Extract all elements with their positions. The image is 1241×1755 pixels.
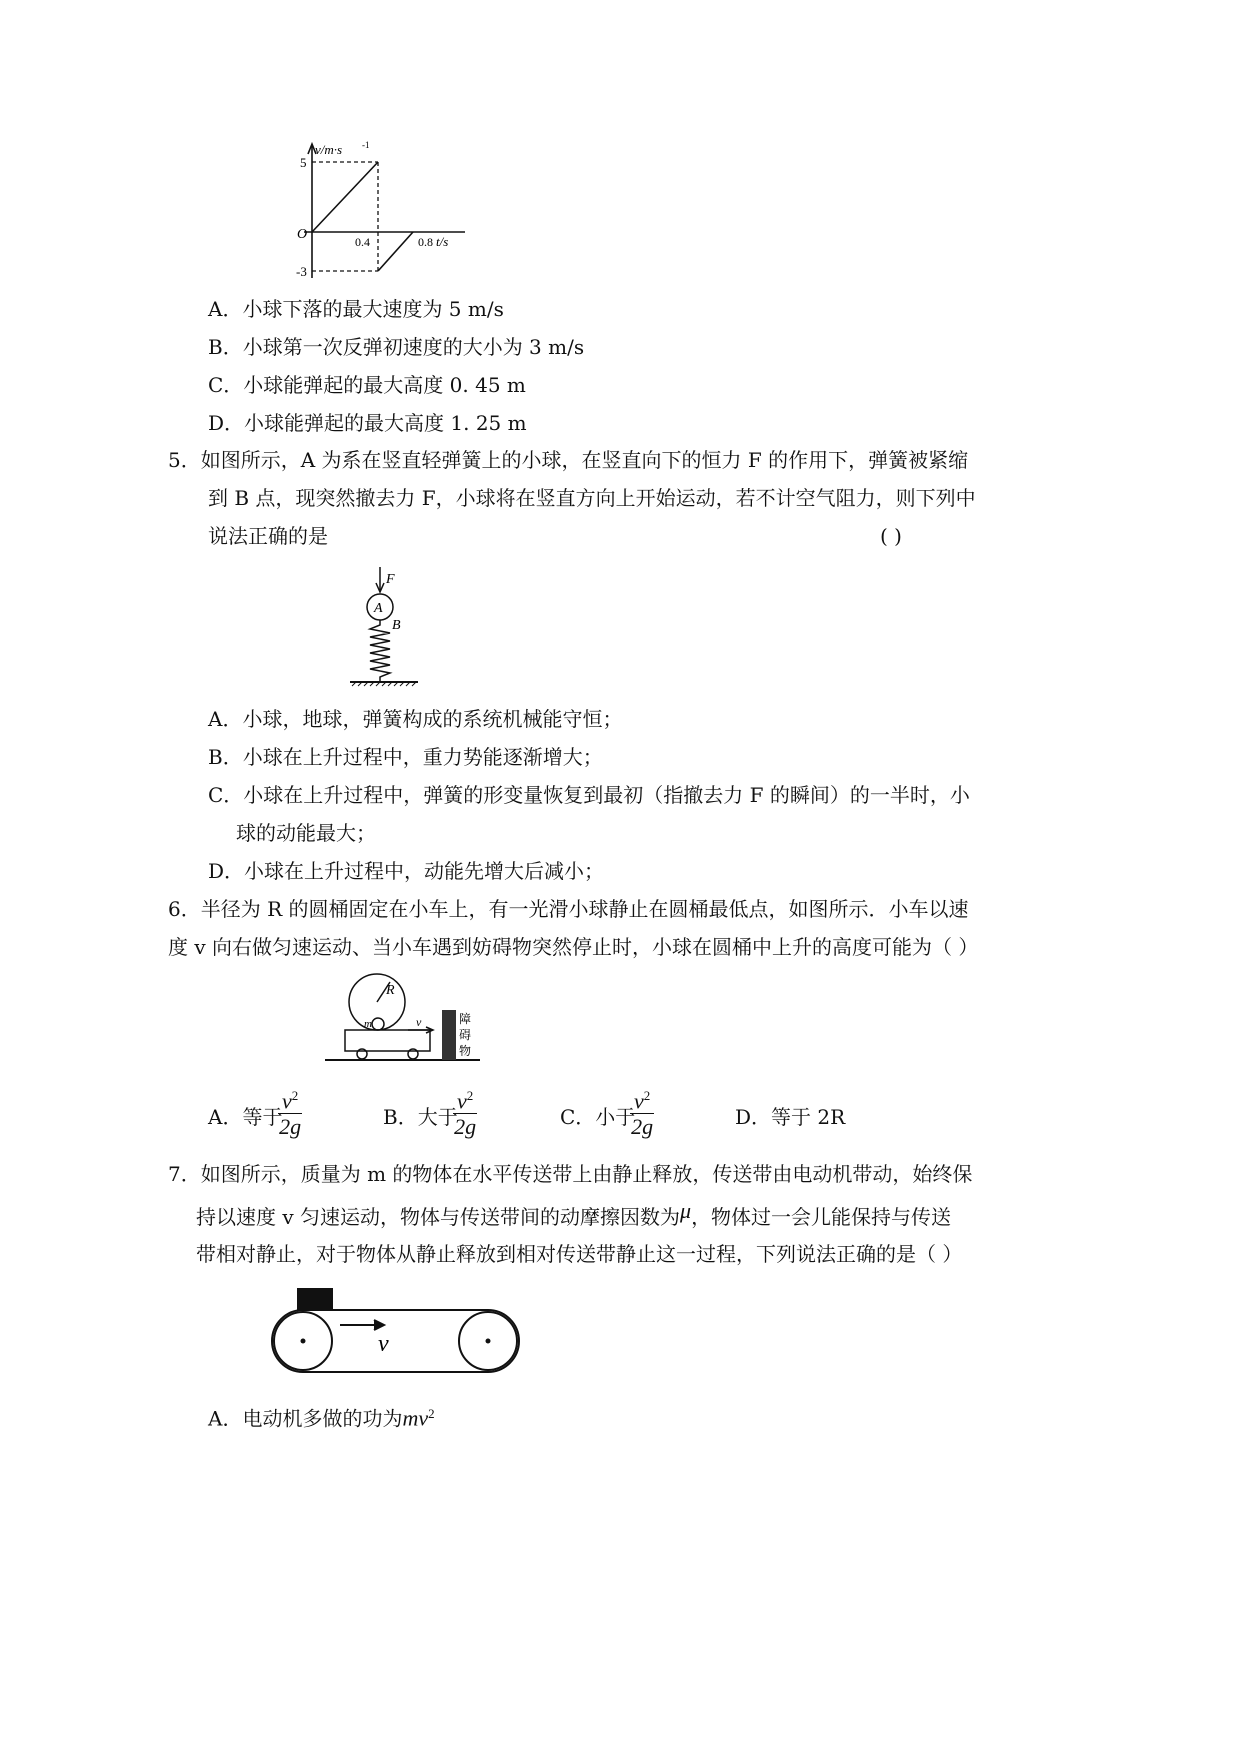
q5-option-c-line-2: 球的动能最大； bbox=[236, 821, 376, 845]
graph-tick-x-end: 0.8 bbox=[418, 235, 433, 249]
spring-force-label: F bbox=[386, 572, 395, 587]
q6-option-c-prefix: C．小于 bbox=[560, 1105, 636, 1129]
graph-axis-v-label: v/m·s bbox=[315, 142, 343, 157]
q4-option-a: A．小球下落的最大速度为 5 m/s bbox=[208, 297, 504, 321]
q5-stem-line-2: 到 B 点，现突然撤去力 F，小球将在竖直方向上开始运动，若不计空气阻力，则下列中 bbox=[208, 486, 976, 510]
q7-stem-line-2: 持以速度 v 匀速运动，物体与传送带间的动摩擦因数为μ，物体过一会儿能保持与传送 bbox=[196, 1198, 952, 1229]
graph-axis-v-exponent: -1 bbox=[362, 140, 370, 150]
graph-origin-label: O bbox=[297, 227, 308, 242]
spring-ball-label: A bbox=[374, 601, 383, 616]
conveyor-velocity-label: v bbox=[378, 1331, 389, 1357]
ball-mass-label: m bbox=[364, 1018, 372, 1030]
q6-stem-line-2: 度 v 向右做匀速运动、当小车遇到妨碍物突然停止时，小球在圆桶中上升的高度可能为（ ） bbox=[168, 935, 979, 959]
graph-axis-t-label: t/s bbox=[436, 234, 449, 249]
q6-option-b-fraction: $\frac{v^2}{2g}$ bbox=[453, 1084, 477, 1140]
q5-option-c-line-1: C．小球在上升过程中，弹簧的形变量恢复到最初（指撤去力 F 的瞬间）的一半时，小 bbox=[208, 783, 970, 807]
obstacle-label-2: 碍 bbox=[459, 1028, 472, 1042]
obstacle-label-1: 障 bbox=[459, 1012, 472, 1026]
graph-tick-x-mid: 0.4 bbox=[355, 235, 370, 249]
q6-option-b-prefix: B．大于 bbox=[383, 1105, 458, 1129]
graph-tick-y-bottom: -3 bbox=[296, 264, 307, 279]
cart-velocity-label: v bbox=[416, 1015, 422, 1029]
q6-option-a-fraction: $\frac{v^2}{2g}$ bbox=[278, 1084, 302, 1140]
q4-option-c: C．小球能弹起的最大高度 0. 45 m bbox=[208, 373, 526, 397]
q5-stem-line-3: 说法正确的是 bbox=[208, 524, 328, 548]
cylinder-radius-label: R bbox=[386, 983, 395, 998]
q7-stem-line-1: 7．如图所示，质量为 m 的物体在水平传送带上由静止释放，传送带由电动机带动，始终保 bbox=[168, 1162, 973, 1186]
q5-stem-line-1: 5．如图所示，A 为系在竖直轻弹簧上的小球，在竖直向下的恒力 F 的作用下，弹簧被紧缩 bbox=[168, 448, 969, 472]
velocity-time-graph bbox=[296, 140, 480, 290]
conveyor-belt-figure bbox=[270, 1285, 525, 1385]
q6-option-a-prefix: A．等于 bbox=[208, 1105, 283, 1129]
q6-stem-line-1: 6．半径为 R 的圆桶固定在小车上，有一光滑小球静止在圆桶最低点，如图所示．小车以速 bbox=[168, 897, 969, 921]
spring-point-label: B bbox=[392, 618, 401, 633]
q5-option-d: D．小球在上升过程中，动能先增大后减小； bbox=[208, 859, 605, 883]
spring-ball-figure bbox=[340, 565, 440, 690]
mu-symbol: μ bbox=[680, 1198, 692, 1223]
q6-option-d: D．等于 2R bbox=[735, 1105, 846, 1129]
q7-stem-line-3: 带相对静止，对于物体从静止释放到相对传送带静止这一过程，下列说法正确的是（ ） bbox=[196, 1242, 963, 1266]
cart-cylinder-figure bbox=[320, 970, 490, 1070]
q7-option-a: A．电动机多做的功为$mv^2$ bbox=[208, 1405, 435, 1431]
q4-option-d: D．小球能弹起的最大高度 1. 25 m bbox=[208, 411, 527, 435]
q5-option-a: A．小球，地球，弹簧构成的系统机械能守恒； bbox=[208, 707, 623, 731]
q5-answer-bracket: ( ) bbox=[880, 524, 902, 548]
obstacle-label-3: 物 bbox=[459, 1044, 472, 1058]
graph-tick-y-top: 5 bbox=[300, 155, 307, 170]
q6-option-c-fraction: $\frac{v^2}{2g}$ bbox=[630, 1084, 654, 1140]
q4-option-b: B．小球第一次反弹初速度的大小为 3 m/s bbox=[208, 335, 585, 359]
q7-option-a-formula: mv bbox=[402, 1405, 429, 1431]
q5-option-b: B．小球在上升过程中，重力势能逐渐增大； bbox=[208, 745, 603, 769]
